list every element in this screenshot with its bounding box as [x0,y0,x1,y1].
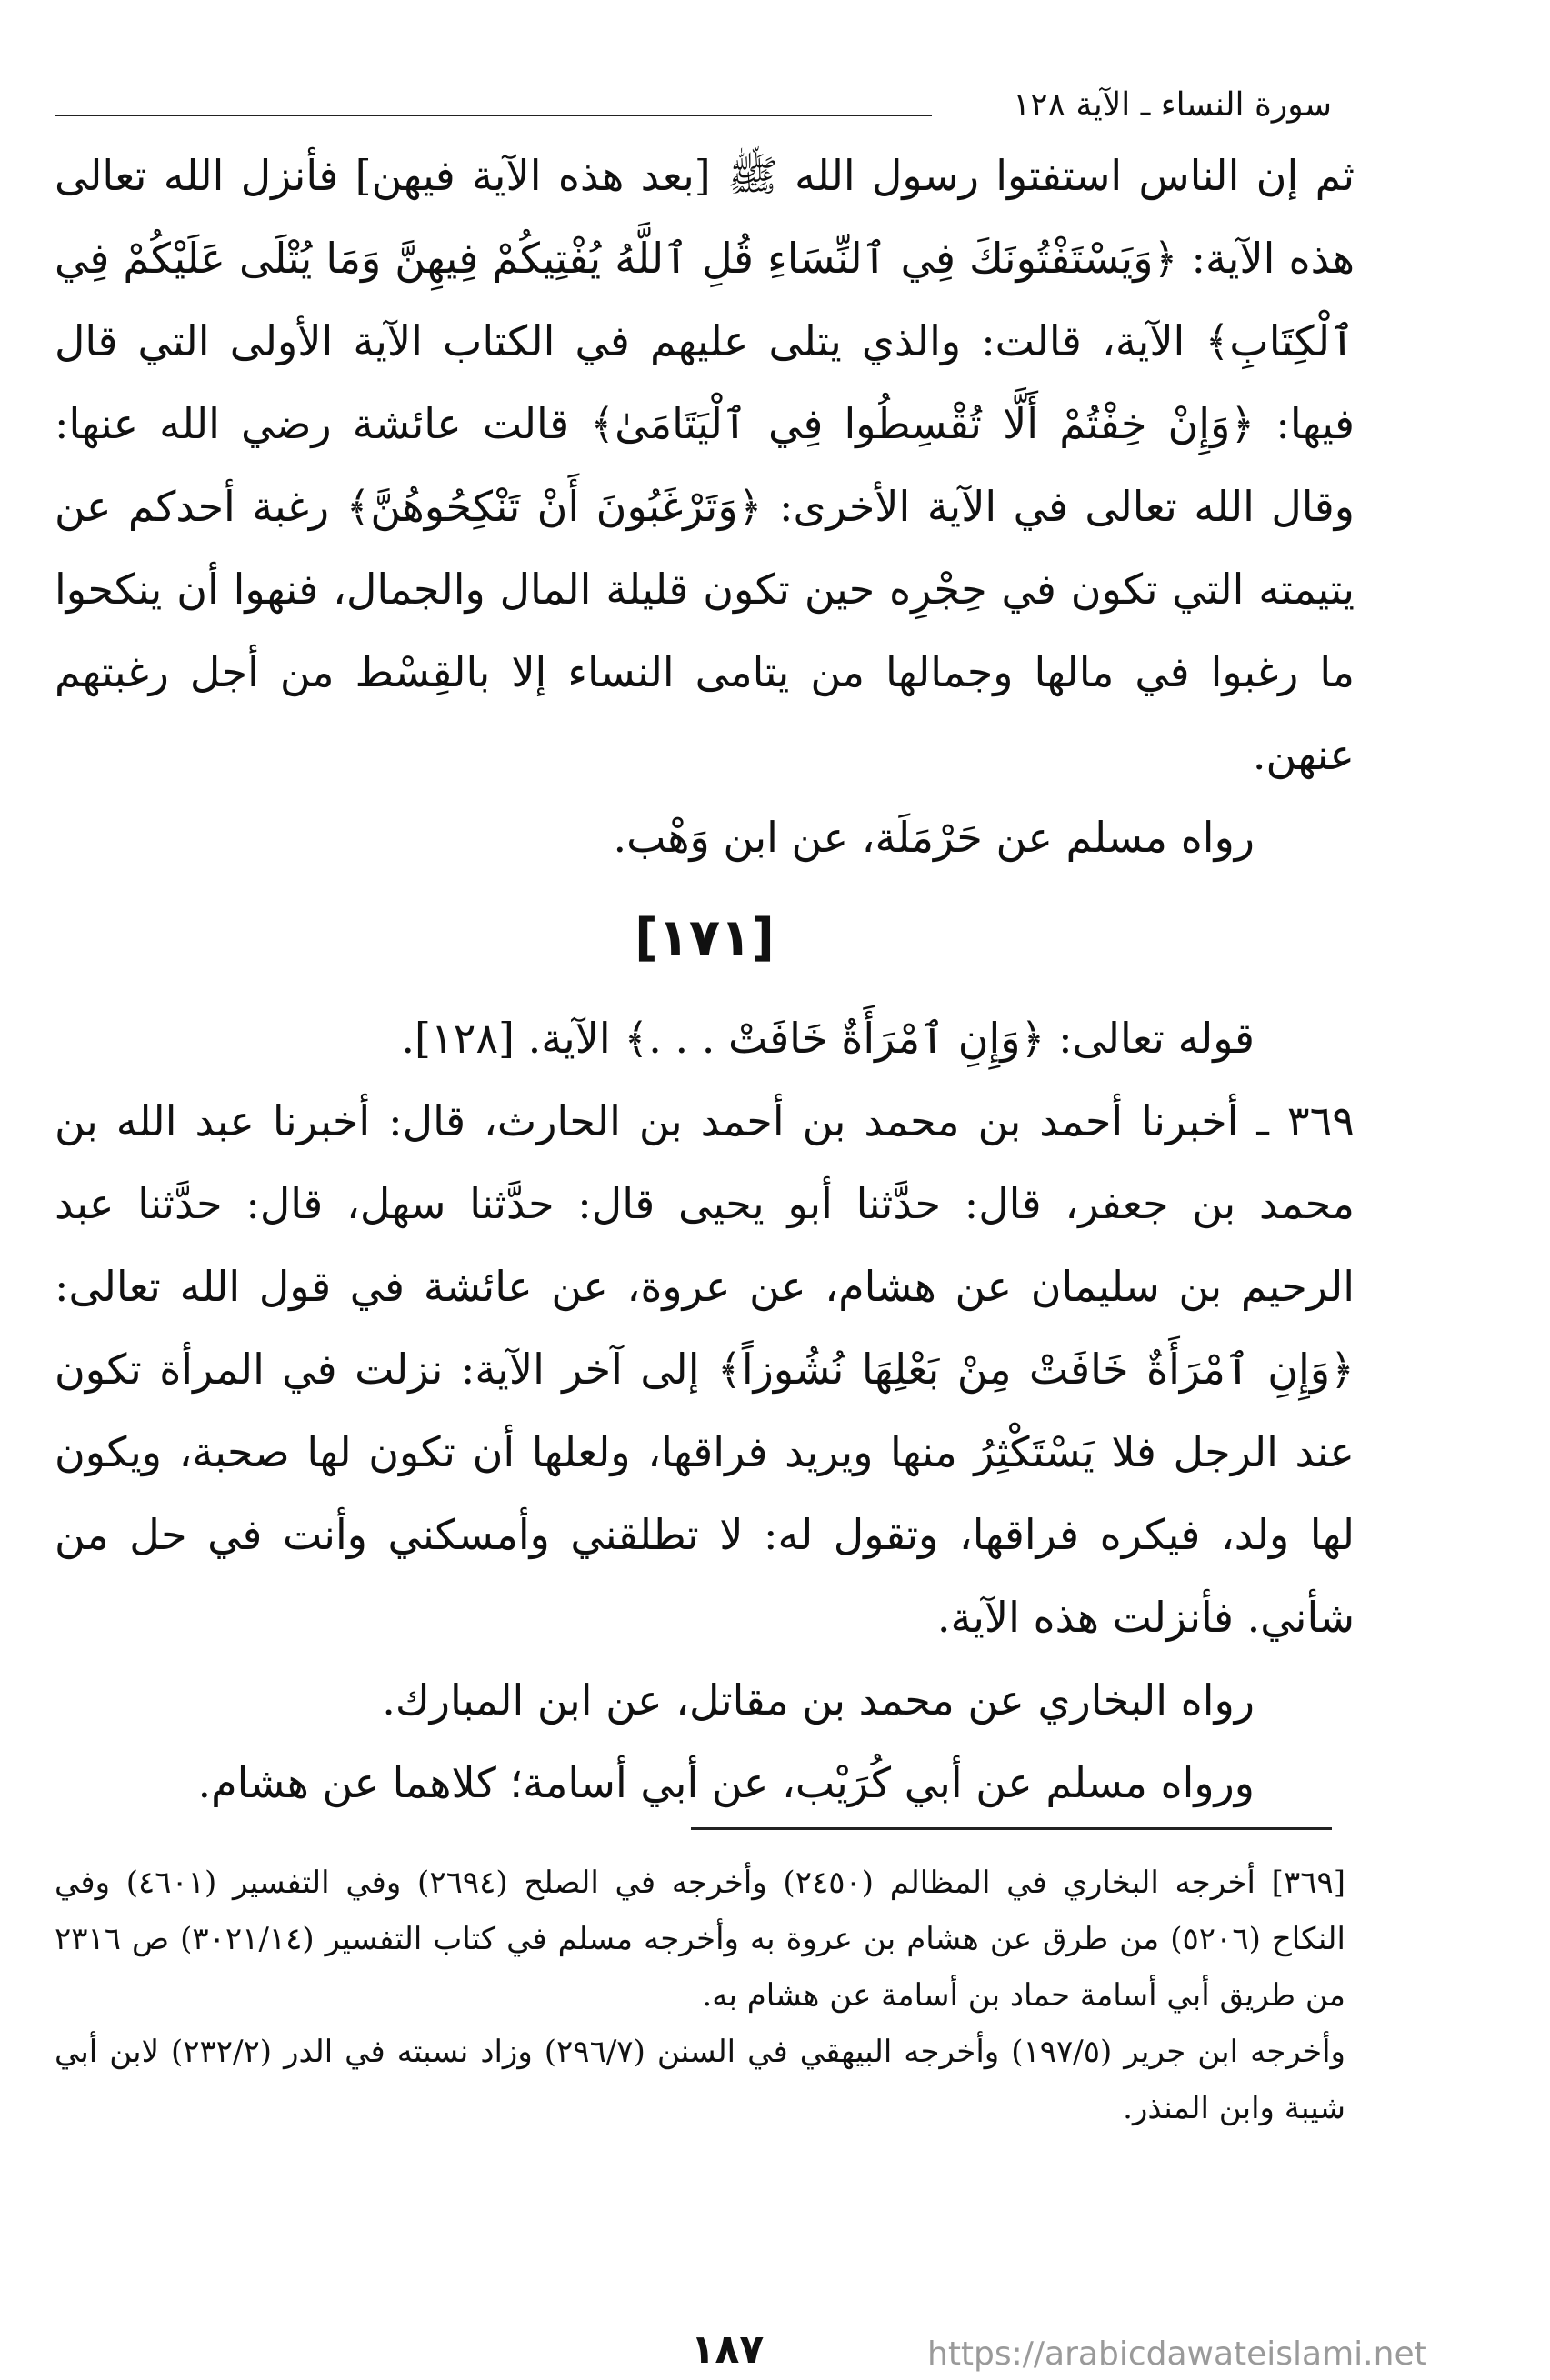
running-header [55,78,1332,133]
section-number: [١٧١] [635,908,775,967]
footnote: وأخرجه ابن جرير (١٩٧/٥) وأخرجه البيهقي في السنن (٢٩٦/٧) وزاد نسبته في الدر (٢٣٢/٢) لابن أبي شيبة وابن المنذر. [55,2034,1345,2126]
narration-line: ورواه مسلم عن أبي كُرَيْب، عن أبي أسامة؛ كلاهما عن هشام. [197,1758,1255,1807]
main-text [55,135,1355,1825]
footnote: [٣٦٩] أخرجه البخاري في المظالم (٢٤٥٠) وأخرجه في الصلح (٢٦٩٤) وفي التفسير (٤٦٠١) وفي النكاح (٥٢٠٦) من طرق عن هشام بن عروة به وأخرجه مسلم في كتاب التفسير (٣٠٢١/١٤) ص ٢٣١٦ من طريق أبي أسامة حماد بن أسامة عن هشام به. [55,1865,1346,2014]
footnote-divider [691,1827,1332,1830]
footnotes [55,1855,1345,2136]
watermark-url: https://arabicdawateislami.net [927,2335,1427,2373]
narration-line: رواه مسلم عن حَرْمَلَة، عن ابن وَهْب. [613,813,1255,862]
verse-heading: قوله تعالى: ﴿وَإِنِ ٱمْرَأَةٌ خَافَتْ . . .﴾ الآية. [١٢٨]. [401,1014,1255,1063]
narration-line: رواه البخاري عن محمد بن مقاتل، عن ابن المبارك. [382,1675,1255,1725]
paragraph: ثم إن الناس استفتوا رسول الله ﷺ [بعد هذه الآية فيهن] فأنزل الله تعالى هذه الآية: ﴿وَيَسْتَفْتُونَكَ فِي ٱلنِّسَاءِ قُلِ ٱللَّهُ يُفْتِيكُمْ فِيهِنَّ وَمَا يُتْلَى عَلَيْكُمْ فِي ٱلْكِتَابِ﴾ الآية، قالت: والذي يتلى عليهم في الكتاب الآية الأولى التي قال فيها: ﴿وَإِنْ خِفْتُمْ أَلَّا تُقْسِطُوا فِي ٱلْيَتَامَىٰ﴾ قالت عائشة رضي الله عنها: وقال الله تعالى في الآية الأخرى: ﴿وَتَرْغَبُونَ أَنْ تَنْكِحُوهُنَّ﴾ رغبة أحدكم عن يتيمته التي تكون في حِجْرِه حين تكون قليلة المال والجمال، فنهوا أن ينكحوا ما رغبوا في مالها وجمالها من يتامى النساء إلا بالقِسْط من أجل رغبتهم عنهن. [55,151,1355,779]
hadith-paragraph: ٣٦٩ ـ أخبرنا أحمد بن محمد بن أحمد بن الحارث، قال: أخبرنا عبد الله بن محمد بن جعفر، قال: حدَّثنا أبو يحيى قال: حدَّثنا سهل، قال: حدَّثنا عبد الرحيم بن سليمان عن هشام، عن عروة، عن عائشة في قول الله تعالى: ﴿وَإِنِ ٱمْرَأَةٌ خَافَتْ مِنْ بَعْلِهَا نُشُوزاً﴾ إلى آخر الآية: نزلت في المرأة تكون عند الرجل فلا يَسْتَكْثِرُ منها ويريد فراقها، ولعلها أن تكون لها صحبة، ويكون لها ولد، فيكره فراقها، وتقول له: لا تطلقني وأمسكني وأنت في حل من شأني. فأنزلت هذه الآية. [55,1096,1355,1642]
header-title: سورة النساء ـ الآية ١٢٨ [1012,86,1332,124]
header-rule [55,115,932,116]
page-number: ١٨٧ [690,2326,765,2373]
